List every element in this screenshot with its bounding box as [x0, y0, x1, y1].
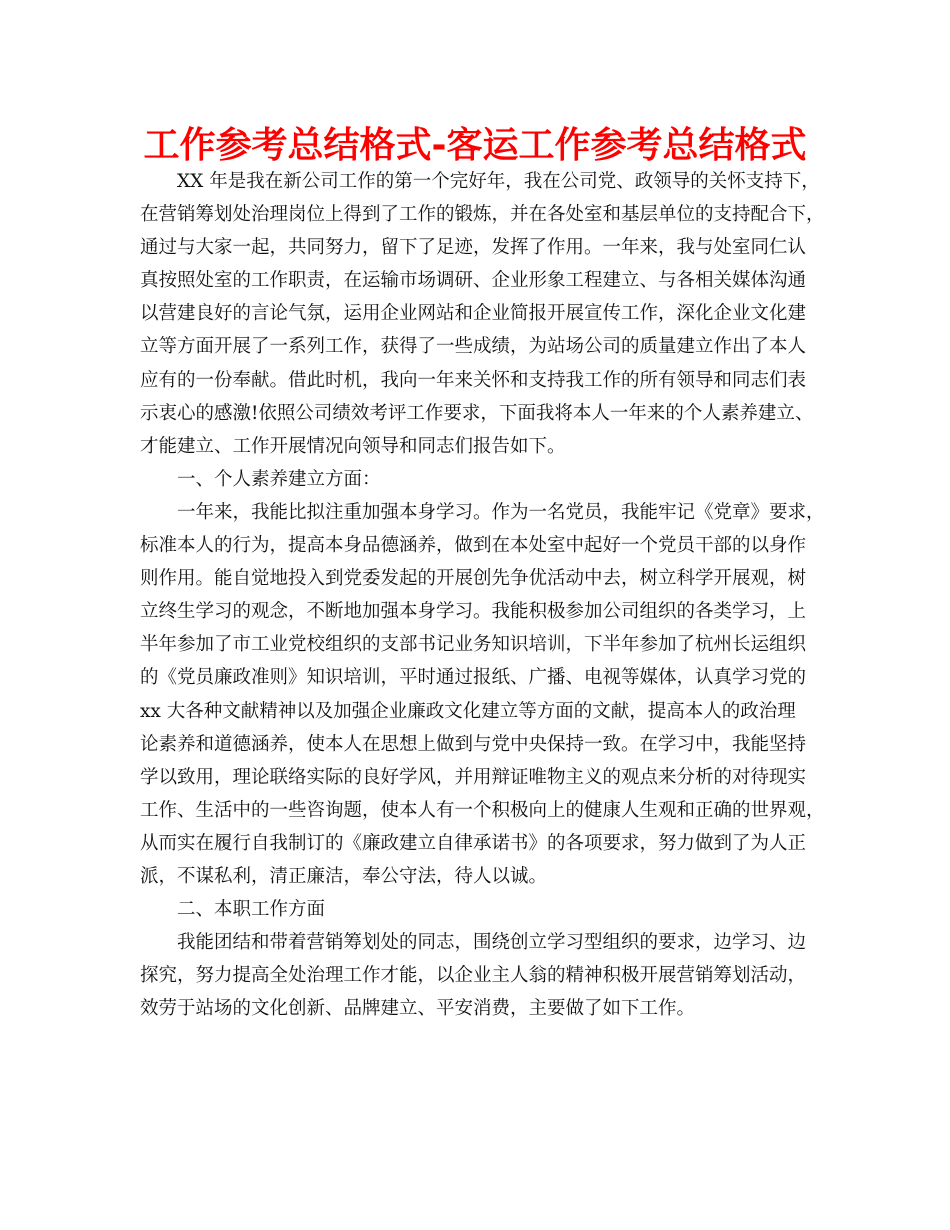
paragraph-line: 一年来，我能比拟注重加强本身学习。作为一名党员，我能牢记《党章》要求，	[177, 501, 825, 523]
paragraph-line: 我能团结和带着营销筹划处的同志，围绕创立学习型组织的要求，边学习、边	[177, 932, 807, 954]
paragraph-line: 示衷心的感激!依照公司绩效考评工作要求，下面我将本人一年来的个人素养建立、	[140, 402, 814, 424]
paragraph-line: 才能建立、工作开展情况向领导和同志们报告如下。	[140, 435, 566, 457]
section-heading: 一、个人素养建立方面：	[177, 468, 381, 490]
document-title: 工作参考总结格式-客运工作参考总结格式	[143, 125, 807, 166]
paragraph-line: 派，不谋私利，清正廉洁，奉公守法，待人以诚。	[140, 865, 548, 887]
section-heading: 二、本职工作方面	[177, 899, 326, 921]
paragraph-line: 标准本人的行为，提高本身品德涵养，做到在本处室中起好一个党员干部的以身作	[140, 535, 807, 557]
paragraph-line: 从而实在履行自我制订的《廉政建立自律承诺书》的各项要求，努力做到了为人正	[140, 832, 807, 854]
paragraph-line: 通过与大家一起，共同努力，留下了足迹，发挥了作用。一年来，我与处室同仁认	[140, 237, 807, 259]
paragraph-line: xx 大各种文献精神以及加强企业廉政文化建立等方面的文献，提高本人的政治理	[140, 700, 796, 722]
paragraph-line: 的《党员廉政准则》知识培训，平时通过报纸、广播、电视等媒体，认真学习党的	[140, 667, 807, 689]
paragraph-line: 效劳于站场的文化创新、品牌建立、平安消费，主要做了如下工作。	[140, 998, 696, 1020]
paragraph-line: 立终生学习的观念，不断地加强本身学习。我能积极参加公司组织的各类学习，上	[140, 601, 807, 623]
paragraph-line: 立等方面开展了一系列工作，获得了一些成绩，为站场公司的质量建立作出了本人	[140, 336, 807, 358]
paragraph-line: 真按照处室的工作职责，在运输市场调研、企业形象工程建立、与各相关媒体沟通	[140, 270, 807, 292]
paragraph-line: 论素养和道德涵养，使本人在思想上做到与党中央保持一致。在学习中，我能坚持	[140, 733, 807, 755]
paragraph-line: 半年参加了市工业党校组织的支部书记业务知识培训，下半年参加了杭州长运组织	[140, 634, 807, 656]
paragraph-line: 以营建良好的言论气氛，运用企业网站和企业简报开展宣传工作，深化企业文化建	[140, 303, 807, 325]
paragraph-line: 学以致用，理论联络实际的良好学风，并用辩证唯物主义的观点来分析的对待现实	[140, 766, 807, 788]
paragraph-line: 工作、生活中的一些咨询题，使本人有一个积极向上的健康人生观和正确的世界观，	[140, 799, 825, 821]
paragraph-line: 应有的一份奉献。借此时机，我向一年来关怀和支持我工作的所有领导和同志们表	[140, 369, 807, 391]
paragraph-line: 探究，努力提高全处治理工作才能，以企业主人翁的精神积极开展营销筹划活动，	[140, 965, 807, 987]
paragraph-line: 在营销筹划处治理岗位上得到了工作的锻炼，并在各处室和基层单位的支持配合下，	[140, 204, 825, 226]
paragraph-line: XX 年是我在新公司工作的第一个完好年，我在公司党、政领导的关怀支持下，	[177, 171, 820, 192]
paragraph-line: 则作用。能自觉地投入到党委发起的开展创先争优活动中去，树立科学开展观，树	[140, 568, 807, 590]
document-body	[140, 165, 830, 1025]
